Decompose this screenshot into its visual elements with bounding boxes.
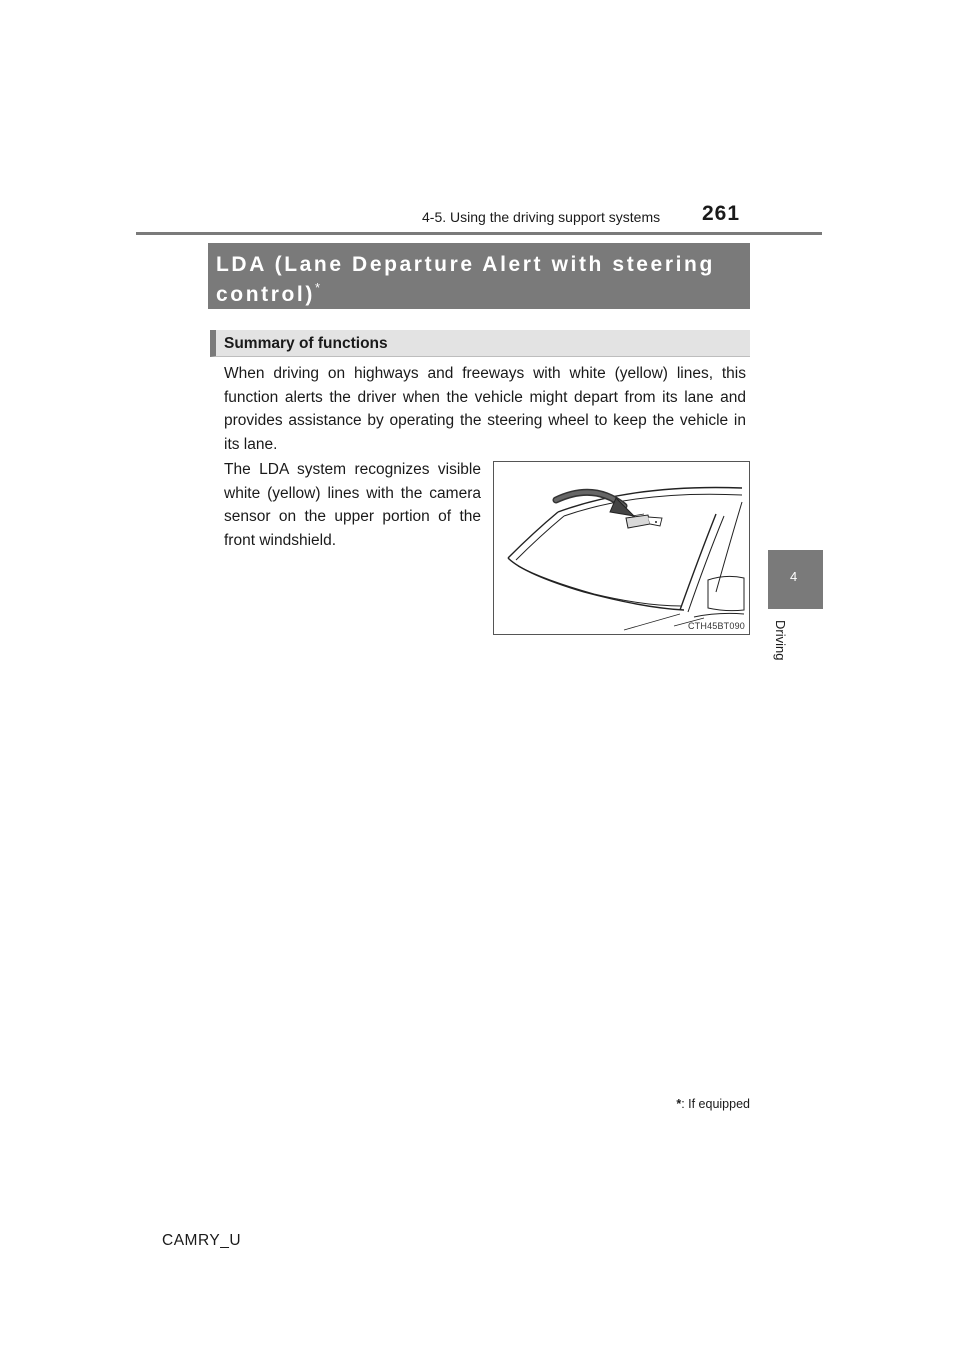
- footer-model-code: CAMRY_U: [162, 1232, 242, 1249]
- page-number: 261: [702, 202, 741, 225]
- footnote: [600, 1097, 750, 1111]
- chapter-label: [771, 620, 788, 680]
- chapter-number: 4: [790, 569, 798, 584]
- footnote-mark: *: [676, 1097, 682, 1111]
- chapter-tab: [768, 550, 823, 609]
- chapter-label-text: Driving: [773, 620, 788, 661]
- summary-paragraph-2: The LDA system recognizes visible white (yellow) lines with the camera sensor on the upper portion of the front windshield.: [224, 461, 481, 549]
- title-banner: [208, 243, 750, 309]
- header-divider: [136, 232, 822, 235]
- title-footnote-mark: *: [314, 280, 321, 295]
- figure-code: CTH45BT090: [687, 621, 745, 631]
- summary-heading: Summary of functions: [224, 335, 388, 352]
- windshield-drawing: [494, 462, 750, 635]
- footnote-text: : If equipped: [681, 1097, 750, 1111]
- summary-heading-bar: [210, 330, 750, 357]
- summary-paragraph-1: When driving on highways and freeways with white (yellow) lines, this function alerts the driver when the vehicle might depart from its lane and provides assistance by operating the steering wheel to keep the vehicle in its lane.: [224, 365, 746, 453]
- section-title: 4-5. Using the driving support systems: [422, 209, 661, 225]
- page-title: LDA (Lane Departure Alert with steering control): [216, 253, 715, 306]
- windshield-camera-illustration: [493, 461, 750, 635]
